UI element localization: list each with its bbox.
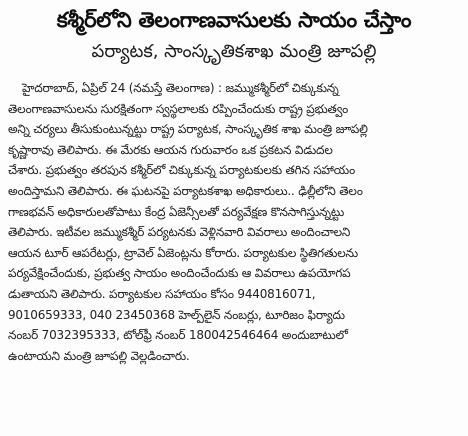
body-line: ఉంటాయని మంత్రి జూపల్లి వెల్లడించారు. <box>8 348 190 363</box>
body-line: తెలంగాణవాసులను సురక్షితంగా స్వస్థలాలకు రప్పించేందుకు రాష్ట్ర ప్రభుత్వం <box>8 101 348 116</box>
body-line: ఆయన టూర్ ఆపరేటర్లు, ట్రావెల్ ఏజెంట్లను కోరారు. పర్యాటకుల స్థితిగతులను <box>8 245 358 260</box>
body-line: డుతాయని తెలిపారు. పర్యాటకుల సహాయం కోసం 9440816071, <box>8 286 316 301</box>
article-headline: కశ్మీర్‌లోని తెలంగాణవాసులకు సాయం చేస్తాం <box>56 8 412 32</box>
body-line: చేశారు. ప్రభుత్వం తరపున కశ్మీర్‌లో చిక్కుకున్న పర్యాటకులకు తగిన సహాయం <box>8 163 356 178</box>
body-line: పర్యవేక్షించేందుకు, ప్రభుత్వ సాయం అందించేందుకు ఆ వివరాలు ఉపయోగప <box>8 266 351 281</box>
body-line: అందిస్తామని తెలిపారు. ఈ ఘటనపై పర్యాటకశాఖ అధికారులు.. ఢిల్లీలోని తెలం <box>8 183 363 198</box>
body-line: గాణభవన్ అధికారులతోపాటు కేంద్ర ఏజెన్సీలతో పర్యవేక్షణ కొనసాగిస్తున్నట్టు <box>8 204 345 219</box>
body-line: కృష్ణారావు తెలిపారు. ఈ మేరకు ఆయన గురువారం ఒక ప్రకటన విడుదల <box>8 142 333 157</box>
article-subheadline: పర్యాటక, సాంస్కృతికశాఖ మంత్రి జూపల్లి <box>91 41 377 62</box>
body-line: హైదరాబాద్, ఏప్రిల్ 24 (నమస్తే తెలంగాణ) : జమ్ముకశ్మీర్‌లో చిక్కుకున్న <box>22 81 339 95</box>
body-line: 9010659333, 040 23450368 హెల్ప్‌లైన్ నంబర్లు, టూరిజం ఫిర్యాదు <box>8 307 345 322</box>
body-line: నంబర్ 7032395333, టోల్‌ఫ్రీ నంబర్ 180042546464 అందుబాటులో <box>8 328 348 343</box>
body-line: అన్ని చర్యలు తీసుకుంటున్నట్టు రాష్ట్ర పర్యాటక, సాంస్కృతిక శాఖ మంత్రి జూపల్లి <box>8 122 368 137</box>
body-line: తెలిపారు. ఇటీవల జమ్ముకశ్మీర్ పర్యటనకు వెళ్లినవారి వివరాలు అందించాలని <box>8 225 351 240</box>
article-body <box>8 78 460 366</box>
